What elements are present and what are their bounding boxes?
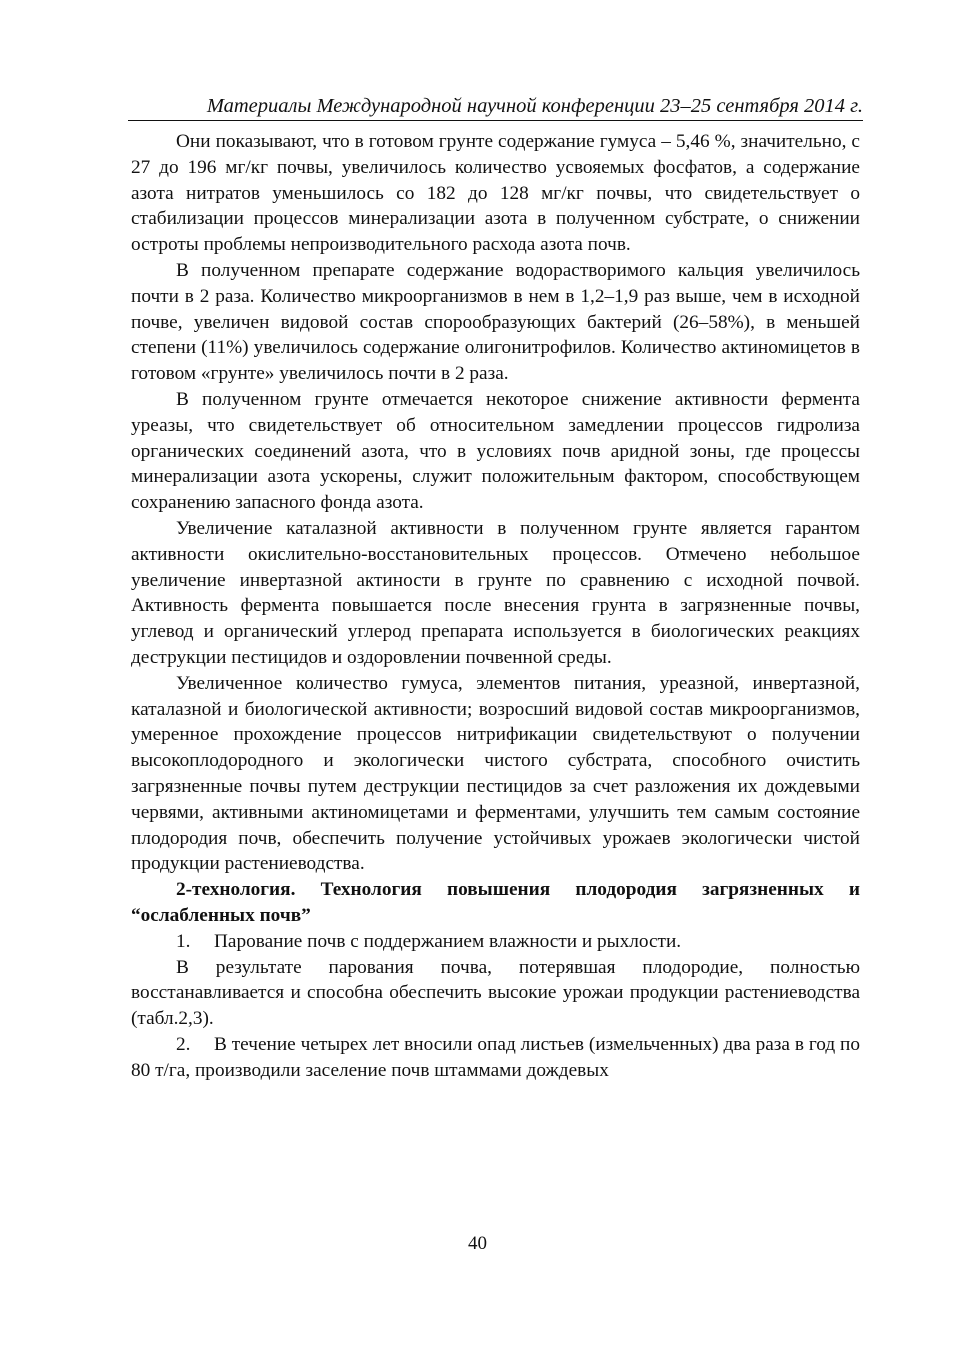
item-number: 1. [176, 930, 191, 952]
paragraph: Увеличенное количество гумуса, элементов питания, уреазной, инвертазной, каталазной и биологической активности; возросший видовой состав микроорганизмов, умеренное прохождение процессов нитрификации свидетельствуют о получении высокоплодородного и экологически чистого субстрата, способного очистить загрязненные почвы путем деструкции пестицидов за счет разложения их дождевыми червями, активными актиномицетами и ферментами, улучшить тем самым состояние плодородия почв, обеспечить получение устойчивых урожаев экологически чистой продукции растениеводства. [131, 672, 860, 875]
running-header: Материалы Международной научной конференции 23–25 сентября 2014 г. [128, 93, 863, 121]
item-text: Парование почв с поддержанием влажности и рыхлости. [214, 930, 682, 952]
item-number: 2. [176, 1033, 191, 1055]
paragraph: Они показывают, что в готовом грунте содержание гумуса – 5,46 %, значительно, с 27 до 196 мг/кг почвы, увеличилось количество усвояемых фосфатов, а содержание азота нитратов уменьшилось со 182 до 128 мг/кг почвы, что свидетельствует о стабилизации процессов минерализации азота в полученном субстрате, о снижении остроты проблемы непроизводительного расхода азота почв. [131, 131, 860, 256]
paragraph: В полученном грунте отмечается некоторое снижение активности фермента уреазы, что свидетельствует об относительном замедлении процессов гидролиза органических соединений азота, что в условиях почв аридной зоны, где процессы минерализации азота ускорены, служит положительным фактором, способствующем сохранению запасного фонда азота. [131, 388, 860, 514]
paragraph: В полученном препарате содержание водорастворимого кальция увеличилось почти в 2 раза. Количество микроорганизмов в нем в 1,2–1,9 раз выше, чем в исходной почве, увеличен видовой состав спорообразующих бактерий (26–58%), в меньшей степени (11%) увеличилось содержание олигонитрофилов. Количество актиномицетов в готовом «грунте» увеличилось почти в 2 раза. [131, 259, 860, 385]
paragraph: В результате парования почва, потерявшая плодородие, полностью восстанавливается и способна обеспечить высокие урожаи продукции растениеводства (табл.2,3). [131, 956, 860, 1030]
body-text [131, 129, 860, 1083]
page-number: 40 [468, 1233, 487, 1254]
item-text: В течение четырех лет вносили опад листьев (измельченных) два раза в год по 80 т/га, производили заселение почв штаммами дождевых [131, 1033, 860, 1081]
numbered-item [131, 1032, 860, 1084]
numbered-item [131, 929, 860, 955]
paragraph: Увеличение каталазной активности в полученном грунте является гарантом активности окислительно-восстановительных процессов. Отмечено небольшое увеличение инвертазной актиности в грунте по сравнению с исходной почвой. Активность фермента повышается после внесения грунта в загрязненные почвы, углевод и органический углерод препарата используется в биологических реакциях деструкции пестицидов и оздоровлении почвенной среды. [131, 517, 860, 668]
section-heading: 2-технология. Технология повышения плодородия загрязненных и “ослабленных почв” [131, 879, 860, 926]
